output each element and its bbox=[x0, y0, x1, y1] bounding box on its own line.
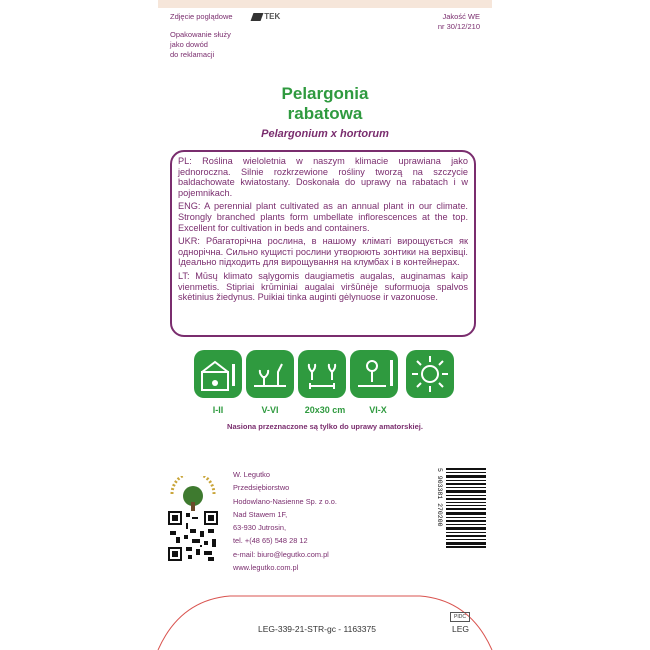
flowering-icon bbox=[350, 350, 398, 398]
sowing-icon bbox=[194, 350, 242, 398]
packet-bottom-curve bbox=[150, 590, 500, 650]
flowering-label: VI-X bbox=[369, 405, 387, 415]
company-line2: Przedsiębiorstwo bbox=[233, 483, 290, 493]
quality-label bbox=[436, 12, 480, 32]
latin-name: Pelargonium x hortorum bbox=[261, 128, 389, 140]
company-line3: Hodowlano-Nasienne Sp. z o.o. bbox=[233, 496, 337, 506]
product-code: LEG-339-21-STR-gc - 1163375 bbox=[258, 624, 376, 634]
sun-icon bbox=[406, 350, 454, 398]
barcode bbox=[436, 468, 486, 548]
company-line7: e-mail: biuro@legutko.com.pl bbox=[233, 549, 329, 559]
product-name-line2: rabatowa bbox=[287, 104, 363, 123]
spacing-label: 20x30 cm bbox=[304, 405, 346, 415]
complaint-note bbox=[170, 30, 231, 60]
company-line6: tel. +(48 65) 548 28 12 bbox=[233, 536, 308, 546]
planting-label: V-VI bbox=[261, 405, 279, 415]
description-eng: ENG: A perennial plant cultivated as an annual plant in our climate. Strongly branched plants form umbellate inflorescences at the top. Excellent for cultivation in beds and containers. bbox=[178, 201, 468, 233]
tek-label bbox=[252, 12, 280, 21]
company-line5: 63-930 Jutrosin, bbox=[233, 523, 286, 533]
top-band bbox=[158, 0, 492, 8]
complaint-line1: Opakowanie służy bbox=[170, 30, 231, 39]
barcode-number: 5 903381 270200 bbox=[436, 468, 443, 527]
company-address bbox=[233, 468, 337, 574]
quality-line1: Jakość WE bbox=[442, 12, 480, 21]
description-pl: PL: Roślina wieloletnia w naszym klimacie uprawiana jako jednoroczna. Silnie rozkrzewione rośliny tworzą na szczycie baldachowate kwiatostany. Doskonała do uprawy na rabatach i w pojemnikach. bbox=[178, 156, 468, 198]
tek-icon bbox=[251, 13, 264, 21]
company-line1: W. Legutko bbox=[233, 470, 270, 479]
quality-line2: nr 30/12/210 bbox=[437, 22, 480, 31]
pidc-badge: PIDC bbox=[450, 612, 470, 622]
spacing-icon bbox=[298, 350, 346, 398]
product-name-line1: Pelargonia bbox=[281, 84, 369, 103]
tek-text: TEK bbox=[264, 12, 281, 21]
company-line4: Nad Stawem 1F, bbox=[233, 509, 288, 519]
company-line8: www.legutko.com.pl bbox=[233, 563, 299, 573]
description-ukr: UKR: Рбагаторічна рослина, в нашому кліматі вирощується як однорічна. Сильно кущисті рослини утворюють зонтики на верхівці. Ідеально підходить для вирощування на клумбах і в контейнерах. bbox=[178, 236, 468, 268]
qr-code bbox=[168, 511, 218, 561]
amateur-note: Nasiona przeznaczone są tylko do uprawy amatorskiej. bbox=[227, 422, 423, 431]
sowing-label: I-II bbox=[212, 405, 224, 415]
legutko-logo bbox=[166, 476, 220, 516]
leg-label: LEG bbox=[452, 624, 470, 634]
description-lt: LT: Mūsų klimato sąlygomis daugiametis augalas, auginamas kaip vienmetis. Stipriai krūminiai augalai viršūnėje suformuoja spalvos skėtinius žiedynus. Puikiai tinka auginti gėlynuose ir vazonuose. bbox=[178, 270, 468, 303]
description-box bbox=[170, 150, 476, 337]
complaint-line2: jako dowód bbox=[170, 40, 208, 49]
preview-label: Zdjęcie poglądowe bbox=[170, 12, 233, 21]
complaint-line3: do reklamacji bbox=[170, 50, 215, 59]
planting-icon bbox=[246, 350, 294, 398]
